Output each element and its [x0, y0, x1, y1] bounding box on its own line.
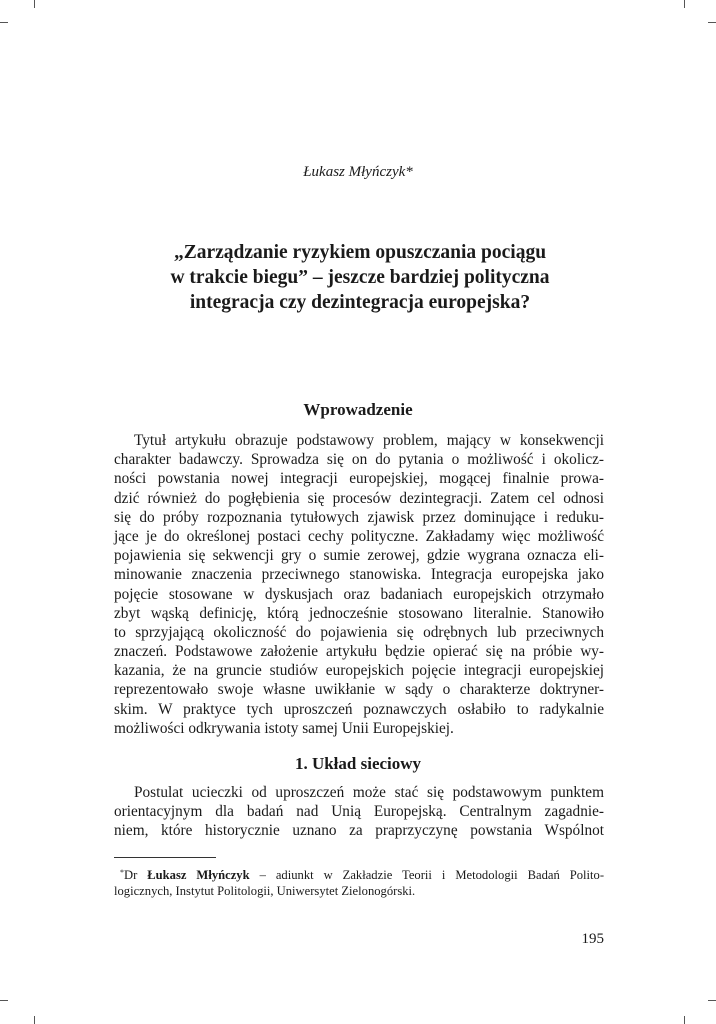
article-title [110, 240, 610, 315]
crop-mark-bottom-right [684, 1016, 685, 1024]
section1-heading: 1. Układ sieciowy [294, 754, 422, 773]
footnote-author-name: Łukasz Młyńczyk [147, 868, 250, 882]
text-line: pojęcie stosowane w dyskusjach oraz badaniach europejskich otrzymało [114, 585, 604, 603]
footnote-line: logicznych, Instytut Politologii, Uniwersytet Zielonogórski. [114, 884, 416, 898]
text-line: dzić również do pogłębienia się procesów dezintegracji. Zatem cel odnosi [114, 489, 604, 507]
crop-mark-top-left [34, 0, 35, 8]
footnote-prefix: Dr [124, 868, 148, 882]
author-name-text: Łukasz Młyńczyk [303, 164, 406, 180]
section1-paragraph [114, 783, 604, 841]
crop-mark-right-top [708, 22, 716, 23]
text-line: to sprzyjającą okoliczność do pojawienia się odrębnych lub przeciwnych [114, 623, 604, 641]
title-line: integracja czy dezintegracja europejska? [189, 292, 531, 313]
footnote-mark: * [120, 868, 124, 877]
crop-mark-right-bottom [708, 1000, 716, 1001]
text-line: niem, które historycznie uznano za praprzyczynę powstania Wspólnot [114, 822, 604, 840]
page-number: 195 [581, 931, 604, 947]
footnote-line [114, 864, 604, 882]
text-line: skim. W praktyce tych uproszczeń poznawczych osłabiło to radykalnie [114, 700, 604, 718]
crop-mark-bottom-left [34, 1016, 35, 1024]
text-line: jące je do określonej postaci cechy polityczne. Zakładamy więc możliwość [114, 527, 604, 545]
text-line: możliwości odkrywania istoty samej Unii Europejskiej. [114, 719, 454, 737]
text-line: orientacyjnym dla badań nad Unią Europejską. Centralnym zagadnie- [114, 803, 604, 821]
intro-paragraph [114, 431, 604, 738]
text-line: ności powstania nowej integracji europejskiej, mogącej finalnie prowa- [114, 470, 604, 488]
footnote-rule [114, 857, 216, 858]
text-line: Tytuł artykułu obrazuje podstawowy problem, mający w konsekwencji [134, 432, 604, 449]
crop-mark-left-bottom [0, 1000, 8, 1001]
title-line: w trakcie biegu” – jeszcze bardziej polityczna [170, 267, 550, 288]
crop-mark-left-top [0, 22, 8, 23]
title-line: „Zarządzanie ryzykiem opuszczania pociągu [173, 242, 547, 263]
text-line: kazania, że na gruncie studiów europejskich pojęcie integracji europejskiej [114, 662, 604, 680]
author-footnote-mark: * [405, 164, 413, 180]
crop-mark-top-right [684, 0, 685, 8]
text-line: się do próby rozpoznania tytułowych zjawisk przez dominujące i reduku- [114, 508, 604, 526]
text-line: zbyt wąską definicję, którą jednocześnie stosowano literalnie. Stanowiło [114, 604, 604, 622]
intro-heading: Wprowadzenie [303, 400, 413, 419]
text-line: minowanie znaczenia przeciwnego stanowiska. Integracja europejska jako [114, 566, 604, 584]
text-line: reprezentowało swoje własne uwikłanie w sądy o charakterze doktryner- [114, 681, 604, 699]
author-name [0, 163, 716, 181]
footnote [114, 864, 604, 900]
footnote-affiliation: – adiunkt w Zakładzie Teorii i Metodologii Badań Polito- [249, 868, 605, 882]
text-line: charakter badawczy. Sprowadza się on do pytania o możliwość i okolicz- [114, 451, 604, 469]
text-line: Postulat ucieczki od uproszczeń może stać się podstawowym punktem [134, 784, 604, 801]
text-line: znaczeń. Podstawowe założenie artykułu będzie opierać się na próbie wy- [114, 643, 604, 661]
text-line: pojawienia się sekwencji gry o sumie zerowej, gdzie wygrana oznacza eli- [114, 547, 604, 565]
